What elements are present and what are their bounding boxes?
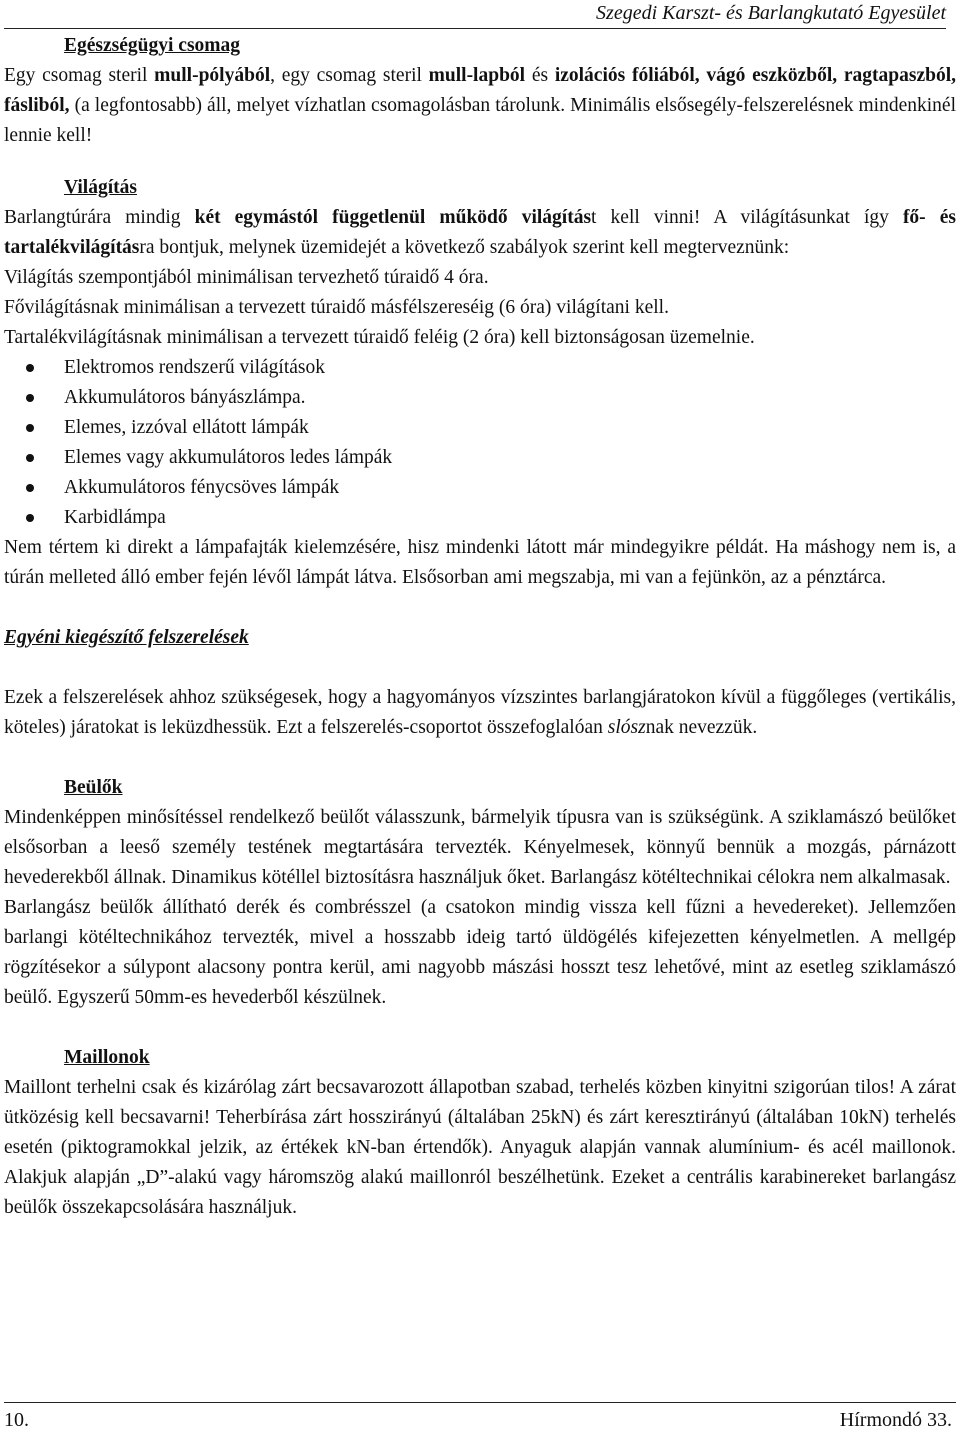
paragraph-lampak: Nem tértem ki direkt a lámpafajták kielemzésére, hisz mindenki látott már mindegyikre példát. Ha máshogy nem is, a túrán melleted álló ember fején lévől lámpát látva. Elsősorban ami megszabja, mi van a fejünkön, az a pénztárca. xyxy=(4,537,956,588)
list-item: Elemes vagy akkumulátoros ledes lámpák xyxy=(4,443,956,473)
publication-name: Hírmondó 33. xyxy=(839,1409,952,1431)
running-header: Szegedi Karszt- és Barlangkutató Egyesület xyxy=(4,0,946,29)
paragraph-beulok-2: Barlangász beülők állítható derék és combrésszel (a csatokon mindig vissza kell fűzni a hevedereket). Jellemzően barlangi kötéltechnikához tervezték, mivel a hosszabb ideig tartó üldögélés kifejezetten kényelmetlen. A mellgép rögzítésekor a súlypont alacsony pontra kerül, ami nagyobb mászási hosszt tesz lehetővé, mint az esetleg sziklamászó beülő. Egyszerű 50mm-es hevederből készülnek. xyxy=(4,897,956,1008)
section-title-egyeni: Egyéni kiegészítő felszerelések xyxy=(4,627,249,648)
rule-line-3: Tartalékvilágításnak minimálisan a tervezett túraidő feléig (2 óra) kell biztonságosan üzemelnie. xyxy=(4,327,755,348)
paragraph-egeszseg: Egy csomag steril mull-pólyából, egy csomag steril mull-lapból és izolációs fóliából, vágó eszközből, ragtapaszból, fásliból, (a legfontosabb) áll, melyet vízhatlan csomagolásban tárolunk. Minimális elsősegély-felszerelésnek mindenkinél lennie kell! xyxy=(4,65,957,146)
page-number: 10. xyxy=(4,1409,29,1431)
paragraph-maillonok: Maillont terhelni csak és kizárólag zárt becsavarozott állapotban szabad, terhelés közben kinyitni szigorúan tilos! A zárat ütközésig kell becsavarni! Teherbírása zárt hosszirányú (általában 25kN) és zárt keresztirányú (általában 10kN) terhelés esetén (piktogramokkal jelzik, az értékek kN-ban értendők). Anyaguk alapján vannak alumínium- és acél maillonok. Alakjuk alapján „D”-alakú vagy háromszög alakú maillonról beszélhetünk. Ezeket a centrális karabinereket barlangász beülők összekapcsolására használjuk. xyxy=(4,1077,956,1218)
list-item: Akkumulátoros bányászlámpa. xyxy=(4,383,956,413)
list-item: Akkumulátoros fénycsöves lámpák xyxy=(4,473,956,503)
lighting-types-list xyxy=(4,353,956,533)
section-title-vilagitas: Világítás xyxy=(64,177,137,198)
list-item: Elektromos rendszerű világítások xyxy=(4,353,956,383)
rule-line-2: Fővilágításnak minimálisan a tervezett túraidő másfélszereséig (6 óra) világítani kell. xyxy=(4,297,669,318)
section-title-beulok: Beülők xyxy=(64,777,123,798)
paragraph-egyeni: Ezek a felszerelések ahhoz szükségesek, hogy a hagyományos vízszintes barlangjáratokon kívül a függőleges (vertikális, köteles) járatokat is leküzdhessük. Ezt a felszerelés-csoportot összefoglalóan slósznak nevezzük. xyxy=(4,687,956,738)
paragraph-vilagitas: Barlangtúrára mindig két egymástól függetlenül működő világítást kell vinni! A világításunkat így fő- és tartalékvilágításra bontjuk, melynek üzemidejét a következő szabályok szerint kell megterveznünk: xyxy=(4,207,956,258)
list-item: Elemes, izzóval ellátott lámpák xyxy=(4,413,956,443)
page-footer xyxy=(4,1402,956,1433)
paragraph-beulok-1: Mindenképpen minősítéssel rendelkező beülőt válasszunk, bármelyik típusra van is szükségünk. A sziklamászó beülőket elsősorban a leeső személy testének megtartására tervezték. Kényelmesek, könnyű bennük a mozgás, párnázott hevederekből állnak. Dinamikus kötéllel biztosításra használjuk őket. Barlangász kötéltechnikai célokra nem alkalmasak. xyxy=(4,807,956,888)
rule-line-1: Világítás szempontjából minimálisan tervezhető túraidő 4 óra. xyxy=(4,267,489,288)
document-page xyxy=(4,0,956,1437)
section-title-egeszseg: Egészségügyi csomag xyxy=(64,35,241,56)
page-content xyxy=(4,31,956,1223)
section-title-maillonok: Maillonok xyxy=(64,1047,150,1068)
list-item: Karbidlámpa xyxy=(4,503,956,533)
